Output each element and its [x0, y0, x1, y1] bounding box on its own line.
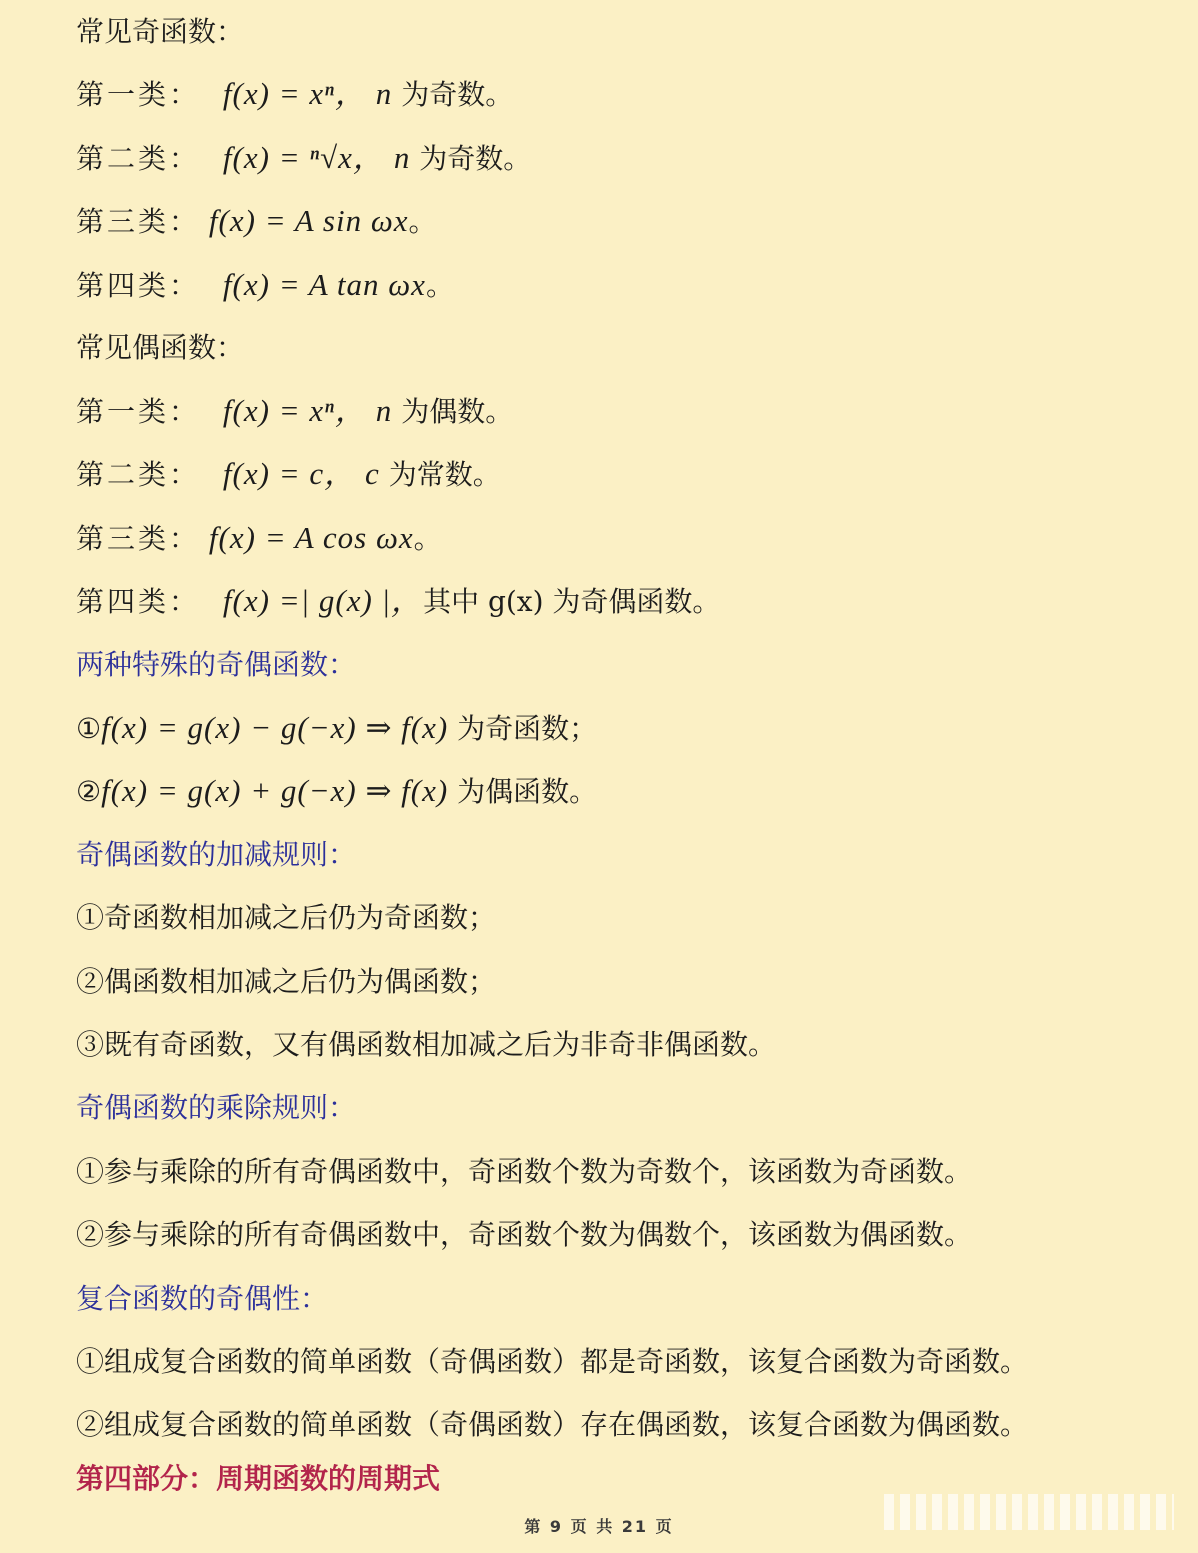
heading-special-functions: 两种特殊的奇偶函数：	[76, 648, 357, 681]
formula: f(x) = A cos ωx	[208, 520, 414, 555]
class-label: 第一类：	[76, 78, 201, 111]
heading-even-functions: 常见偶函数：	[76, 331, 245, 364]
formula: f(x) = A sin ωx	[208, 203, 409, 238]
item-number: ②	[76, 775, 102, 808]
formula-tail: 为常数。	[379, 458, 501, 491]
formula-tail: 为奇函数；	[448, 712, 598, 745]
formula: f(x) = g(x) + g(−x) ⇒ f(x)	[101, 773, 449, 808]
formula: f(x) = c，	[222, 456, 357, 491]
class-label: 第四类：	[76, 585, 201, 618]
even-class-1	[76, 391, 1168, 432]
formula: f(x) = g(x) − g(−x) ⇒ f(x)	[101, 710, 449, 745]
section-heading-part-four: 第四部分：周期函数的周期式	[76, 1462, 441, 1495]
formula-tail: 。	[425, 269, 454, 302]
formula: f(x) = ⁿ√x，	[222, 140, 385, 175]
formula-tail: 为奇数。	[410, 142, 532, 175]
rule-item: ①奇函数相加减之后仍为奇函数；	[76, 901, 497, 934]
formula-tail: 其中 g(x) 为奇偶函数。	[423, 585, 721, 618]
formula: f(x) = xⁿ，	[222, 76, 367, 111]
rule-item: ①参与乘除的所有奇偶函数中，奇函数个数为奇数个，该函数为奇函数。	[76, 1155, 973, 1188]
odd-class-2	[76, 138, 1168, 179]
rule-item: ②偶函数相加减之后仍为偶函数；	[76, 965, 497, 998]
page-footer: 第 9 页 共 21 页	[524, 1517, 674, 1536]
rule-item: ①组成复合函数的简单函数（奇偶函数）都是奇函数，该复合函数为奇函数。	[76, 1345, 1029, 1378]
formula: f(x) = A tan ωx	[222, 267, 426, 302]
special-even	[76, 771, 1168, 812]
class-label: 第二类：	[76, 458, 201, 491]
formula: f(x) = xⁿ，	[222, 393, 367, 428]
formula-var: n	[375, 393, 393, 428]
class-label: 第四类：	[76, 269, 201, 302]
formula-tail: 为奇数。	[392, 78, 514, 111]
special-odd	[76, 708, 1168, 749]
rule-item: ②组成复合函数的简单函数（奇偶函数）存在偶函数，该复合函数为偶函数。	[76, 1408, 1029, 1441]
formula-tail: 。	[413, 522, 442, 555]
formula-tail: 。	[408, 205, 437, 238]
item-number: ①	[76, 712, 102, 745]
formula: f(x) =| g(x) |，	[222, 583, 424, 618]
even-class-3	[76, 518, 1168, 559]
class-label: 第一类：	[76, 395, 201, 428]
heading-add-sub-rules: 奇偶函数的加减规则：	[76, 838, 357, 871]
class-label: 第三类：	[76, 522, 201, 555]
formula-var: n	[393, 140, 411, 175]
even-class-4	[76, 581, 1168, 622]
formula-var: c	[365, 456, 380, 491]
even-class-2	[76, 454, 1168, 495]
formula-tail: 为偶函数。	[448, 775, 598, 808]
class-label: 第二类：	[76, 142, 201, 175]
heading-odd-functions: 常见奇函数：	[76, 15, 245, 48]
class-label: 第三类：	[76, 205, 201, 238]
heading-mul-div-rules: 奇偶函数的乘除规则：	[76, 1091, 357, 1124]
odd-class-1	[76, 74, 1168, 115]
odd-class-3	[76, 201, 1168, 242]
rule-item: ②参与乘除的所有奇偶函数中，奇函数个数为偶数个，该函数为偶函数。	[76, 1218, 973, 1251]
formula-var: n	[375, 76, 393, 111]
formula-tail: 为偶数。	[392, 395, 514, 428]
odd-class-4	[76, 265, 1168, 306]
heading-composite-parity: 复合函数的奇偶性：	[76, 1282, 329, 1315]
rule-item: ③既有奇函数，又有偶函数相加减之后为非奇非偶函数。	[76, 1028, 777, 1061]
